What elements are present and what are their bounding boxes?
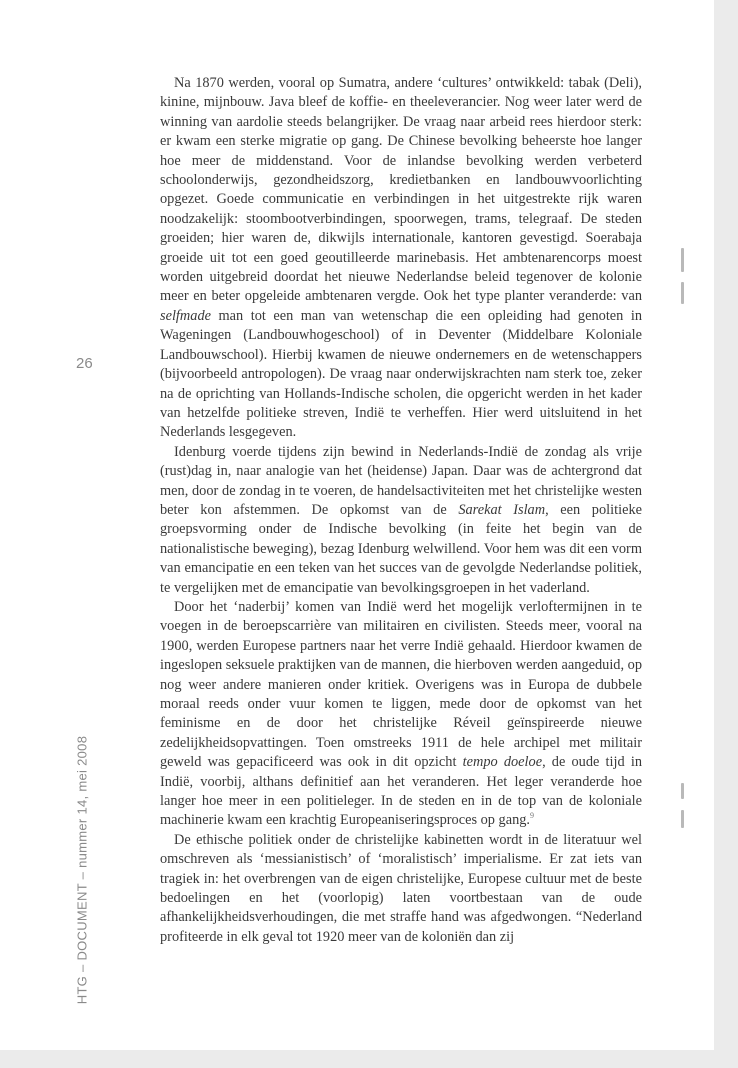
paragraph-text: , een politieke groepsvorming onder de Indische bevolking (in feite het begin van de nationalistische beweging), bezag Idenburg welwillend. Voor hem was dit een vorm van emancipatie en een teken van het succes van de gevolgde Nederlandse politiek, te vergelijken met de emancipatie van bevolkingsgroepen in het vaderland. bbox=[160, 501, 642, 596]
body-text bbox=[160, 74, 642, 947]
binding-mark bbox=[681, 810, 684, 828]
paragraph-text: , de oude tijd in Indië, voorbij, althans definitief aan het veranderen. Het leger veranderde hoe langer hoe meer in een politieleger. In de steden en in de top van de koloniale machinerie kwam een krachtig Europeaniseringsproces op gang. bbox=[160, 754, 642, 829]
emphasis: tempo doeloe bbox=[462, 754, 543, 771]
running-head: HTG – DOCUMENT – nummer 14, mei 2008 bbox=[74, 735, 90, 1005]
page-number: 26 bbox=[76, 355, 93, 372]
paragraph bbox=[160, 443, 642, 598]
emphasis: selfmade bbox=[160, 307, 211, 324]
paragraph-text: Door het ‘naderbij’ komen van Indië werd het mogelijk verloftermijnen in te voegen in de beroepscarrière van militairen en civilisten. Steeds meer, vooral na 1900, werden Europese partners naar het verre Indië gehaald. Hierdoor kwamen de ingeslopen seksuele praktijken van de mannen, die hierboven werden aangeduid, op nog weer andere manieren onder kritiek. Overigens was in Europa de dubbele moraal reeds onder vuur komen te liggen, mede door de opkomst van het feminisme en de door het christelijke Réveil geïnspireerde nieuwe zedelijkheidsopvattingen. Toen omstreeks 1911 de hele archipel met militair geweld was gepacificeerd was ook in dit opzicht bbox=[160, 598, 642, 771]
binding-mark bbox=[681, 783, 684, 799]
paragraph bbox=[160, 831, 642, 947]
paragraph-text: man tot een man van wetenschap die een opleiding had genoten in Wageningen (Landbouwhogeschool) of in Deventer (Middelbare Koloniale Landbouwschool). Hierbij kwamen de nieuwe ondernemers en de wetenschappers (bijvoorbeeld antropologen). De vraag naar onderwijskrachten nam sterk toe, zeker na de oprichting van Hollands-Indische scholen, die opgericht werden in het kader van hetzelfde politieke streven, Indië te verheffen. Hier werd uitsluitend in het Nederlands lesgegeven. bbox=[160, 307, 642, 441]
footnote-reference[interactable]: 9 bbox=[530, 811, 535, 821]
paragraph-text: De ethische politiek onder de christelijke kabinetten wordt in de literatuur wel omschreven als ‘messianistisch’ of ‘moralistisch’ imperialisme. Er zat iets van tragiek in: het overbrengen van de eigen christelijke, Europese cultuur met de beste bedoelingen en het (voorlopig) laten voortbestaan van de oude afhankelijkheidsverhoudingen, die met straffe hand was afgedwongen. “Nederland profiteerde in elk geval tot 1920 meer van de koloniën dan zij bbox=[160, 831, 642, 945]
emphasis: Sarekat Islam bbox=[458, 501, 546, 518]
paragraph bbox=[160, 598, 642, 831]
paragraph-text: Idenburg voerde tijdens zijn bewind in Nederlands-Indië de zondag als vrije (rust)dag in, naar analogie van het (heidense) Japan. Daar was de achtergrond dat men, door de zondag in te voeren, de handelsactiviteiten met het christelijke westen beter kon afstemmen. De opkomst van de bbox=[160, 443, 642, 518]
binding-mark bbox=[681, 282, 684, 304]
paragraph-text: Na 1870 werden, vooral op Sumatra, andere ‘cultures’ ontwikkeld: tabak (Deli), kinine, mijnbouw. Java bleef de koffie- en theeleverancier. Nog weer later werd de winning van aardolie steeds belangrijker. De vraag naar arbeid rees hierdoor sterk: er kwam een sterke migratie op gang. De Chinese bevolking beheerste hoe langer hoe meer de middenstand. Voor de inlandse bevolking werden verbeterd schoolonderwijs, gezondheidszorg, kredietbanken en landbouwvoorlichting opgezet. Goede communicatie en verbindingen in het uitgestrekte rijk waren noodzakelijk: stoombootverbindingen, spoorwegen, trams, telegraaf. De steden groeiden; hier waren de, dikwijls internationale, kantoren gevestigd. Soerabaja groeide uit tot een goed geoutilleerde marinebasis. Het ambtenarencorps moest worden uitgebreid doordat het nieuwe Nederlandse beleid tegenover de kolonie meer en beter opgeleide ambtenaren vergde. Ook het type planter veranderde: van bbox=[160, 75, 642, 305]
paragraph bbox=[160, 74, 642, 443]
binding-mark bbox=[681, 248, 684, 272]
